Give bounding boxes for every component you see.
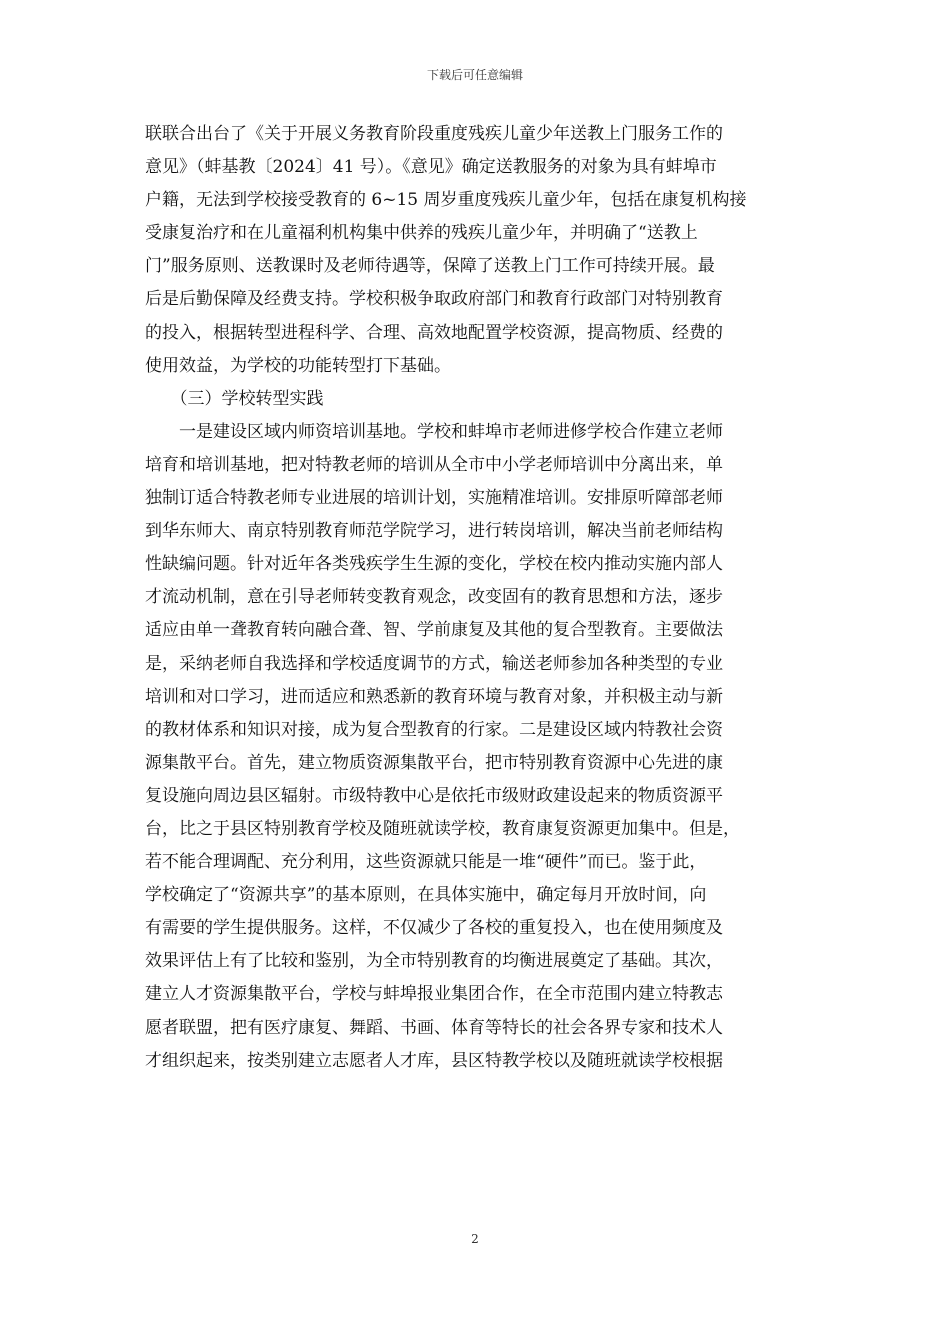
text-line: 复设施向周边县区辐射。市级特教中心是依托市级财政建设起来的物质资源平 bbox=[145, 785, 723, 806]
text-line: 独制订适合特教老师专业进展的培训计划，实施精准培训。安排原听障部老师 bbox=[145, 488, 723, 509]
text-line: 联联合出台了《关于开展义务教育阶段重度残疾儿童少年送教上门服务工作的 bbox=[145, 124, 723, 144]
text-line: 一是建设区域内师资培训基地。学校和蚌埠市老师进修学校合作建立老师 bbox=[145, 421, 723, 442]
page-header: 下载后可任意编辑 bbox=[426, 68, 523, 82]
text-line: 才流动机制，意在引导老师转变教育观念，改变固有的教育思想和方法，逐步 bbox=[145, 587, 723, 608]
text-line: 后是后勤保障及经费支持。学校积极争取政府部门和教育行政部门对特别教育 bbox=[145, 289, 723, 310]
text-line: 效果评估上有了比较和鉴别，为全市特别教育的均衡进展奠定了基础。其次， bbox=[145, 951, 723, 972]
text-line: 才组织起来，按类别建立志愿者人才库，县区特教学校以及随班就读学校根据 bbox=[145, 1050, 723, 1071]
body-text bbox=[145, 118, 805, 1111]
text-line: 愿者联盟，把有医疗康复、舞蹈、书画、体育等特长的社会各界专家和技术人 bbox=[145, 1017, 723, 1038]
text-line: 学校确定了“资源共享”的基本原则，在具体实施中，确定每月开放时间，向 bbox=[145, 885, 707, 906]
text-line: 适应由单一聋教育转向融合聋、智、学前康复及其他的复合型教育。主要做法 bbox=[145, 620, 723, 641]
text-line: 建立人才资源集散平台，学校与蚌埠报业集团合作，在全市范围内建立特教志 bbox=[145, 984, 723, 1005]
text-line: 培育和培训基地，把对特教老师的培训从全市中小学老师培训中分离出来，单 bbox=[145, 454, 723, 475]
text-line: 性缺编问题。针对近年各类残疾学生生源的变化，学校在校内推动实施内部人 bbox=[145, 554, 723, 575]
text-line: 源集散平台。首先，建立物质资源集散平台，把市特别教育资源中心先进的康 bbox=[145, 752, 723, 773]
text-line: 的投入，根据转型进程科学、合理、高效地配置学校资源，提高物质、经费的 bbox=[145, 322, 723, 343]
text-line: 的教材体系和知识对接，成为复合型教育的行家。二是建设区域内特教社会资 bbox=[145, 719, 723, 740]
text-line: 培训和对口学习，进而适应和熟悉新的教育环境与教育对象，并积极主动与新 bbox=[145, 686, 723, 707]
page-number: 2 bbox=[471, 1232, 479, 1246]
text-line: 受康复治疗和在儿童福利机构集中供养的残疾儿童少年，并明确了“送教上 bbox=[145, 223, 698, 244]
text-line: 使用效益，为学校的功能转型打下基础。 bbox=[145, 355, 451, 376]
text-line: 意见》（蚌基教〔2024〕41 号）。《意见》确定送教服务的对象为具有蚌埠市 bbox=[145, 157, 717, 178]
text-line: 若不能合理调配、充分利用，这些资源就只能是一堆“硬件”而已。鉴于此， bbox=[145, 852, 707, 873]
text-line: 是，采纳老师自我选择和学校适度调节的方式，输送老师参加各种类型的专业 bbox=[145, 653, 723, 674]
text-line: 有需要的学生提供服务。这样，不仅减少了各校的重复投入，也在使用频度及 bbox=[145, 918, 723, 939]
section-heading: （三）学校转型实践 bbox=[145, 388, 324, 409]
text-line: 门”服务原则、送教课时及老师待遇等，保障了送教上门工作可持续开展。最 bbox=[145, 256, 715, 277]
text-line: 台，比之于县区特别教育学校及随班就读学校，教育康复资源更加集中。但是， bbox=[145, 818, 740, 839]
text-line: 户籍，无法到学校接受教育的 6~15 周岁重度残疾儿童少年，包括在康复机构接 bbox=[145, 190, 747, 211]
text-line bbox=[145, 1078, 805, 1111]
text-line: 到华东师大、南京特别教育师范学院学习，进行转岗培训，解决当前老师结构 bbox=[145, 521, 723, 542]
